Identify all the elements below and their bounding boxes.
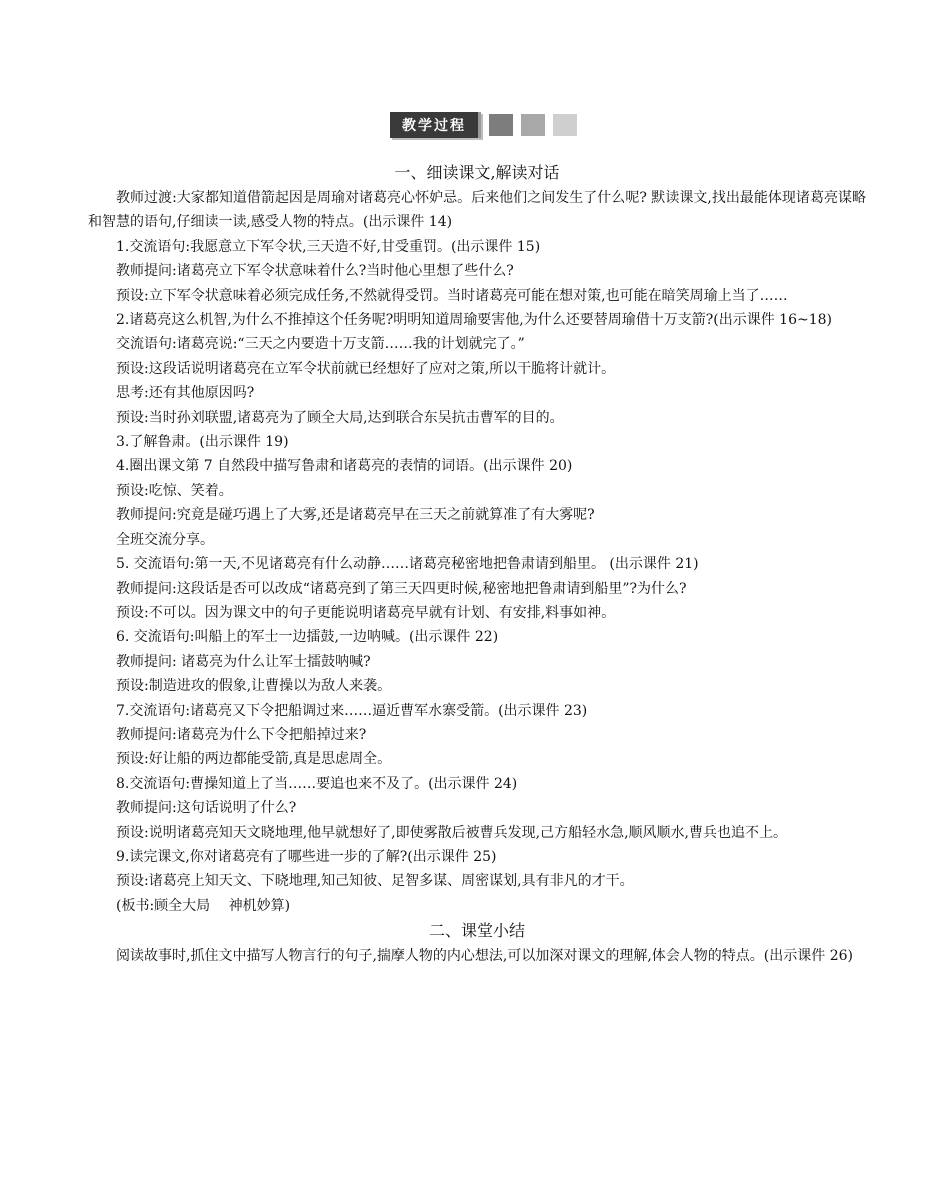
paragraph: 全班交流分享。 — [116, 531, 214, 548]
paragraph: 教师提问:诸葛亮为什么下令把船掉过来? — [116, 726, 367, 743]
paragraph: 7.交流语句:诸葛亮又下令把船调过来……逼近曹军水寨受箭。(出示课件 23) — [116, 702, 588, 719]
paragraph: 预设:这段话说明诸葛亮在立军令状前就已经想好了应对之策,所以干脆将计就计。 — [116, 360, 616, 377]
paragraph: 1.交流语句:我愿意立下军令状,三天造不好,甘受重罚。(出示课件 15) — [116, 238, 541, 255]
paragraph: 阅读故事时,抓住文中描写人物言行的句子,揣摩人物的内心想法,可以加深对课文的理解,体会人物的特点。(出示课件 26) — [116, 948, 853, 965]
paragraph: 预设:不可以。因为课文中的句子更能说明诸葛亮早就有计划、有安排,料事如神。 — [116, 604, 616, 621]
paragraph: 教师提问: 诸葛亮为什么让军士擂鼓呐喊? — [116, 653, 371, 670]
section-banner — [390, 112, 577, 138]
section-heading: 一、细读课文,解读对话 — [394, 163, 560, 182]
paragraph: 预设:制造进攻的假象,让曹操以为敌人来袭。 — [116, 678, 392, 695]
paragraph: 教师提问:这段话是否可以改成“诸葛亮到了第三天四更时候,秘密地把鲁肃请到船里”?为什么? — [116, 580, 687, 597]
paragraph: 6. 交流语句:叫船上的军士一边擂鼓,一边呐喊。(出示课件 22) — [116, 629, 499, 646]
banner-square-decoration — [521, 114, 545, 136]
paragraph: 预设:说明诸葛亮知天文晓地理,他早就想好了,即使雾散后被曹兵发现,己方船轻水急,顺风顺水,曹兵也追不上。 — [116, 824, 787, 841]
document-body — [88, 160, 866, 969]
paragraph: (板书:顾全大局 神机妙算) — [116, 897, 291, 914]
paragraph: 9.读完课文,你对诸葛亮有了哪些进一步的了解?(出示课件 25) — [116, 848, 497, 865]
paragraph: 预设:吃惊、笑着。 — [116, 482, 233, 499]
banner-square-decoration — [553, 114, 577, 136]
paragraph: 教师提问:这句话说明了什么? — [116, 800, 297, 817]
banner-square-decoration — [489, 114, 513, 136]
paragraph: 预设:诸葛亮上知天文、下晓地理,知己知彼、足智多谋、周密谋划,具有非凡的才干。 — [116, 873, 634, 890]
section-heading: 二、课堂小结 — [428, 921, 525, 941]
paragraph: 预设:好让船的两边都能受箭,真是思虑周全。 — [116, 751, 392, 768]
banner-title: 教学过程 — [390, 112, 481, 138]
paragraph: 教师过渡:大家都知道借箭起因是周瑜对诸葛亮心怀妒忌。后来他们之间发生了什么呢? 默读课文,找出最能体现诸葛亮谋略和智慧的语句,仔细读一读,感受人物的特点。(出示课件 14) — [88, 190, 866, 231]
paragraph: 交流语句:诸葛亮说:“三天之内要造十万支箭……我的计划就完了。” — [116, 336, 525, 353]
paragraph: 预设:立下军令状意味着必须完成任务,不然就得受罚。当时诸葛亮可能在想对策,也可能在暗笑周瑜上当了…… — [116, 287, 788, 304]
paragraph: 8.交流语句:曹操知道上了当……要追也来不及了。(出示课件 24) — [116, 775, 518, 792]
paragraph: 教师提问:诸葛亮立下军令状意味着什么?当时他心里想了些什么? — [116, 263, 514, 280]
paragraph: 2.诸葛亮这么机智,为什么不推掉这个任务呢?明明知道周瑜要害他,为什么还要替周瑜借十万支箭?(出示课件 16~18) — [116, 312, 833, 329]
paragraph: 预设:当时孙刘联盟,诸葛亮为了顾全大局,达到联合东吴抗击曹军的目的。 — [116, 409, 564, 426]
paragraph: 教师提问:究竟是碰巧遇上了大雾,还是诸葛亮早在三天之前就算准了有大雾呢? — [116, 507, 595, 524]
paragraph: 思考:还有其他原因吗? — [116, 385, 255, 402]
paragraph: 4.圈出课文第 7 自然段中描写鲁肃和诸葛亮的表情的词语。(出示课件 20) — [116, 458, 573, 475]
paragraph: 5. 交流语句:第一天,不见诸葛亮有什么动静……诸葛亮秘密地把鲁肃请到船里。 (出示课件 21) — [116, 556, 699, 573]
paragraph: 3.了解鲁肃。(出示课件 19) — [116, 434, 289, 451]
